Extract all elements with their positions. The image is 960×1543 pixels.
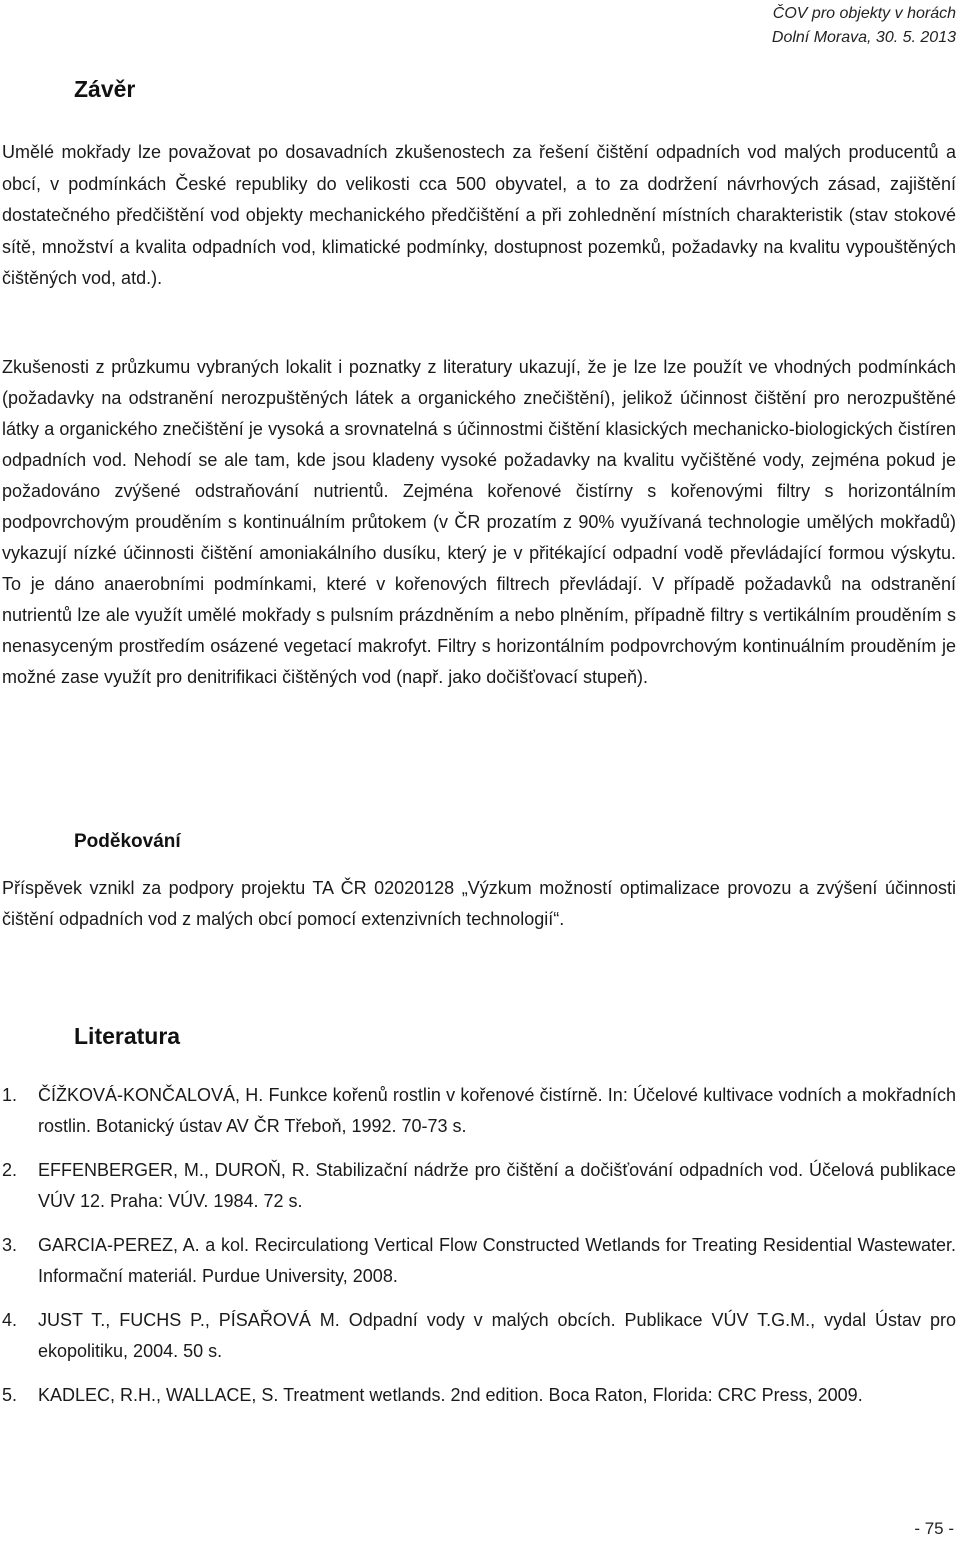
reference-item — [0, 1305, 956, 1367]
reference-item — [0, 1155, 956, 1217]
reference-text: GARCIA-PEREZ, A. a kol. Recirculationg Vertical Flow Constructed Wetlands for Treating Residential Wastewater. Informační materiál. Purdue University, 2008. — [38, 1235, 956, 1286]
conclusion-heading: Závěr — [74, 76, 136, 102]
reference-number: 2. — [2, 1160, 18, 1180]
reference-number: 5. — [2, 1385, 18, 1405]
header-date: Dolní Morava, 30. 5. 2013 — [771, 29, 956, 46]
reference-list — [0, 1080, 956, 1424]
page-number: - 75 - — [914, 1519, 954, 1538]
header-title: ČOV pro objekty v horách — [772, 5, 956, 22]
reference-item — [0, 1380, 956, 1411]
acknowledgement-paragraph: Příspěvek vznikl za podpory projektu TA ČR 02020128 „Výzkum možností optimalizace provozu a zvýšení účinnosti čištění odpadních vod z malých obcí pomocí extenzivních technologií“. — [2, 878, 956, 929]
reference-text: EFFENBERGER, M., DUROŇ, R. Stabilizační nádrže pro čištění a dočišťování odpadních vod. Účelová publikace VÚV 12. Praha: VÚV. 1984. 72 s. — [38, 1160, 956, 1211]
conclusion-paragraph-1: Umělé mokřady lze považovat po dosavadních zkušenostech za řešení čištění odpadních vod malých producentů a obcí, v podmínkách České republiky do velikosti cca 500 obyvatel, a to za dodržení návrhových zásad, zajištění dostatečného předčištění vod objekty mechanického předčištění a při zohlednění místních charakteristik (stav stokové sítě, množství a kvalita odpadních vod, klimatické podmínky, dostupnost pozemků, požadavky na kvalitu vypouštěných čištěných vod, atd.). — [2, 142, 956, 289]
reference-text: JUST T., FUCHS P., PÍSAŘOVÁ M. Odpadní vody v malých obcích. Publikace VÚV T.G.M., vydal Ústav pro ekopolitiku, 2004. 50 s. — [38, 1310, 956, 1361]
reference-text: ČÍŽKOVÁ-KONČALOVÁ, H. Funkce kořenů rostlin v kořenové čistírně. In: Účelové kultivace vodních a mokřadních rostlin. Botanický ústav AV ČR Třeboň, 1992. 70-73 s. — [38, 1085, 956, 1136]
reference-number: 3. — [2, 1235, 18, 1255]
reference-text: KADLEC, R.H., WALLACE, S. Treatment wetlands. 2nd edition. Boca Raton, Florida: CRC Press, 2009. — [38, 1385, 863, 1405]
references-heading: Literatura — [74, 1023, 181, 1049]
reference-item — [0, 1230, 956, 1292]
acknowledgement-heading: Poděkování — [74, 831, 181, 852]
reference-item — [0, 1080, 956, 1142]
running-header — [772, 2, 956, 50]
reference-number: 4. — [2, 1310, 18, 1330]
reference-number: 1. — [2, 1085, 18, 1105]
conclusion-paragraph-2: Zkušenosti z průzkumu vybraných lokalit i poznatky z literatury ukazují, že je lze lze použít ve vhodných podmínkách (požadavky na odstranění nerozpuštěných látek a organického znečištění), jelikož účinnost čištění pro nerozpuštěné látky a organického znečištění je vysoká a srovnatelná s účinnostmi čištění klasických mechanicko-biologických čistíren odpadních vod. Nehodí se ale tam, kde jsou kladeny vysoké požadavky na kvalitu vyčištěné vody, zejména pokud je požadováno zvýšené odstraňování nutrientů. Zejména kořenové čistírny s kořenovými filtry s horizontálním podpovrchovým prouděním s kontinuálním průtokem (v ČR prozatím z 90% využívaná technologie umělých mokřadů) vykazují nízké účinnosti čištění amoniakálního dusíku, který je v přitékající odpadní vodě převládající formou výskytu. To je dáno anaerobními podmínkami, které v kořenových filtrech převládají. V případě požadavků na odstranění nutrientů lze ale využít umělé mokřady s pulsním prázdněním a nebo plněním, případně filtry s vertikálním prouděním s nenasyceným prostředím osázené vegetací makrofyt. Filtry s horizontálním podpovrchovým kontinuálním prouděním je možné zase využít pro denitrifikaci čištěných vod (např. jako dočišťovací stupeň). — [2, 357, 956, 687]
